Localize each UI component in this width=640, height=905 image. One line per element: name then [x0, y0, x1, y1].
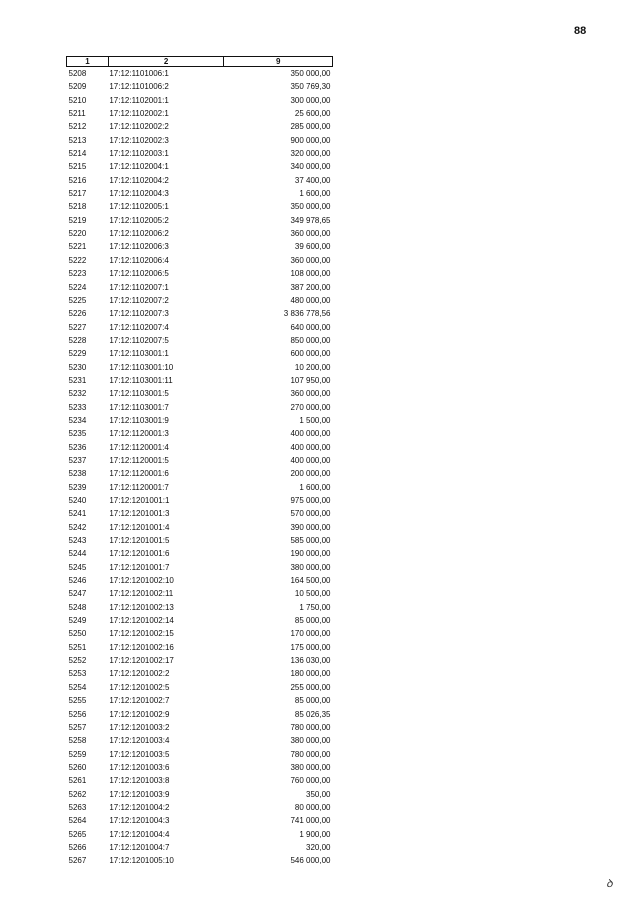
table-row: [67, 401, 333, 414]
row-number: 5227: [68, 322, 87, 332]
row-number: 5234: [68, 415, 87, 425]
row-number: 5240: [68, 496, 87, 505]
amount: 190 000,00: [290, 549, 331, 559]
table-row: [67, 240, 333, 253]
row-number: 5208: [68, 69, 87, 78]
cadastral-number: 17:12:1102007:1: [109, 282, 169, 292]
amount: 387 200,00: [290, 282, 331, 292]
table-row: [67, 281, 333, 294]
cadastral-number: 17:12:1102007:3: [109, 309, 169, 319]
cadastral-number: 17:12:1201002:17: [109, 656, 174, 666]
table-row: [67, 187, 333, 200]
cadastral-number: 17:12:1201004:7: [109, 842, 170, 852]
amount: 400 000,00: [290, 429, 331, 439]
cadastral-number: 17:12:1102006:5: [109, 269, 169, 279]
amount: 780 000,00: [290, 722, 331, 732]
row-number: 5248: [68, 602, 87, 612]
amount: 380 000,00: [290, 762, 331, 772]
cadastral-number: 17:12:1103001:5: [109, 389, 169, 399]
row-number: 5244: [68, 549, 87, 559]
row-number: 5213: [68, 135, 87, 145]
table-row: [67, 761, 333, 774]
amount: 1 900,00: [299, 829, 331, 839]
cadastral-number: 17:12:1102005:2: [109, 215, 169, 225]
cadastral-number: 17:12:1201003:9: [109, 789, 170, 799]
row-number: 5266: [68, 842, 87, 852]
page-number: 88: [574, 25, 587, 37]
cadastral-number: 17:12:1201001:7: [109, 562, 170, 572]
table-row: [67, 507, 333, 520]
table-row: [67, 534, 333, 547]
row-number: 5252: [68, 656, 87, 666]
row-number: 5228: [68, 335, 87, 345]
row-number: 5263: [68, 802, 87, 812]
amount: 164 500,00: [290, 576, 331, 586]
cadastral-number: 17:12:1201002:16: [109, 642, 174, 652]
row-number: 5211: [68, 109, 86, 119]
table-row: [67, 254, 333, 267]
column-header-1: 1: [67, 57, 109, 67]
cadastral-number: 17:12:1102002:1: [109, 109, 169, 119]
table-row: [67, 774, 333, 787]
row-number: 5235: [68, 429, 87, 439]
cadastral-number: 17:12:1201001:1: [109, 496, 170, 505]
row-number: 5216: [68, 175, 87, 185]
amount: 390 000,00: [290, 522, 331, 532]
cadastral-number: 17:12:1102005:1: [109, 202, 169, 212]
table-row: [67, 347, 333, 360]
table-row: [67, 414, 333, 427]
table-row: [67, 427, 333, 440]
cadastral-number: 17:12:1120001:5: [109, 455, 169, 465]
table-row: [67, 467, 333, 480]
amount: 85 026,35: [294, 709, 331, 719]
table-row: [67, 494, 333, 507]
row-number: 5223: [68, 269, 87, 279]
cadastral-number: 17:12:1201002:7: [109, 696, 170, 706]
amount: 380 000,00: [290, 736, 331, 746]
row-number: 5220: [68, 229, 87, 239]
row-number: 5230: [68, 362, 87, 372]
row-number: 5251: [68, 642, 87, 652]
row-number: 5254: [68, 682, 87, 692]
amount: 1 600,00: [299, 482, 331, 492]
amount: 380 000,00: [290, 562, 331, 572]
row-number: 5257: [68, 722, 87, 732]
amount: 360 000,00: [290, 229, 331, 239]
cadastral-number: 17:12:1101006:1: [109, 69, 169, 78]
table-row: [67, 801, 333, 814]
table-row: [67, 641, 333, 654]
amount: 360 000,00: [290, 389, 331, 399]
cadastral-number: 17:12:1120001:7: [109, 482, 169, 492]
row-number: 5259: [68, 749, 87, 759]
amount: 546 000,00: [290, 856, 331, 866]
amount: 600 000,00: [290, 349, 331, 359]
amount: 340 000,00: [290, 162, 331, 172]
table-row: [67, 160, 333, 173]
cadastral-number: 17:12:1201002:9: [109, 709, 170, 719]
cadastral-number: 17:12:1201002:15: [109, 629, 174, 639]
amount: 85 000,00: [294, 616, 331, 626]
row-number: 5215: [68, 162, 87, 172]
table-row: [67, 708, 333, 721]
table-row: [67, 361, 333, 374]
amount: 255 000,00: [290, 682, 331, 692]
row-number: 5253: [68, 669, 87, 679]
cadastral-number: 17:12:1102004:3: [109, 189, 169, 199]
row-number: 5209: [68, 82, 87, 92]
table-row: [67, 694, 333, 707]
cadastral-number: 17:12:1201004:3: [109, 816, 170, 826]
table-body: [67, 67, 333, 868]
amount: 850 000,00: [290, 335, 331, 345]
cadastral-number: 17:12:1102006:2: [109, 229, 169, 239]
table-row: [67, 321, 333, 334]
amount: 349 978,65: [290, 215, 331, 225]
amount: 975 000,00: [290, 496, 331, 505]
amount: 39 600,00: [294, 242, 331, 252]
cadastral-number: 17:12:1103001:1: [109, 349, 169, 359]
row-number: 5210: [68, 95, 87, 105]
row-number: 5249: [68, 616, 87, 626]
column-header-2: 2: [108, 57, 224, 67]
amount: 170 000,00: [290, 629, 331, 639]
amount: 1 750,00: [299, 602, 331, 612]
cadastral-number: 17:12:1201004:2: [109, 802, 170, 812]
amount: 320 000,00: [290, 149, 331, 159]
amount: 780 000,00: [290, 749, 331, 759]
row-number: 5225: [68, 295, 87, 305]
cadastral-number: 17:12:1101006:2: [109, 82, 169, 92]
table-row: [67, 681, 333, 694]
amount: 400 000,00: [290, 455, 331, 465]
amount: 350 000,00: [290, 202, 331, 212]
amount: 741 000,00: [290, 816, 331, 826]
amount: 350 769,30: [290, 82, 331, 92]
row-number: 5221: [68, 242, 87, 252]
amount: 350 000,00: [290, 69, 331, 78]
cadastral-number: 17:12:1201004:4: [109, 829, 170, 839]
row-number: 5241: [68, 509, 87, 519]
table-row: [67, 147, 333, 160]
cadastral-number: 17:12:1102001:1: [109, 95, 169, 105]
amount: 270 000,00: [290, 402, 331, 412]
row-number: 5233: [68, 402, 87, 412]
table-row: [67, 667, 333, 680]
header-row: [67, 57, 333, 67]
amount: 85 000,00: [294, 696, 331, 706]
amount: 585 000,00: [290, 536, 331, 546]
amount: 360 000,00: [290, 255, 331, 265]
row-number: 5265: [68, 829, 87, 839]
amount: 108 000,00: [290, 269, 331, 279]
cadastral-number: 17:12:1120001:6: [109, 469, 169, 479]
row-number: 5250: [68, 629, 87, 639]
amount: 37 400,00: [294, 175, 331, 185]
amount: 200 000,00: [290, 469, 331, 479]
cadastral-number: 17:12:1103001:11: [109, 375, 173, 385]
cadastral-number: 17:12:1201001:6: [109, 549, 170, 559]
amount: 180 000,00: [290, 669, 331, 679]
cadastral-number: 17:12:1201003:2: [109, 722, 170, 732]
cadastral-number: 17:12:1120001:4: [109, 442, 169, 452]
row-number: 5231: [68, 375, 87, 385]
cadastral-number: 17:12:1102004:1: [109, 162, 169, 172]
amount: 570 000,00: [290, 509, 331, 519]
amount: 350,00: [306, 789, 331, 799]
cadastral-number: 17:12:1103001:7: [109, 402, 169, 412]
cadastral-number: 17:12:1201002:14: [109, 616, 174, 626]
table-row: [67, 387, 333, 400]
amount: 3 836 778,56: [283, 309, 331, 319]
amount: 10 500,00: [294, 589, 331, 599]
cadastral-number: 17:12:1103001:10: [109, 362, 174, 372]
amount: 175 000,00: [290, 642, 331, 652]
amount: 10 200,00: [294, 362, 331, 372]
cadastral-number: 17:12:1102006:4: [109, 255, 169, 265]
cadastral-number: 17:12:1201005:10: [109, 856, 174, 866]
amount: 1 600,00: [299, 189, 331, 199]
amount: 640 000,00: [290, 322, 331, 332]
table-row: [67, 454, 333, 467]
cadastral-number: 17:12:1201003:4: [109, 736, 170, 746]
cadastral-number: 17:12:1103001:9: [109, 415, 169, 425]
table-row: [67, 601, 333, 614]
table-row: [67, 80, 333, 93]
table-row: [67, 441, 333, 454]
table-row: [67, 654, 333, 667]
amount: 136 030,00: [290, 656, 331, 666]
table-row: [67, 334, 333, 347]
table-row: [67, 788, 333, 801]
table-row: [67, 587, 333, 600]
table-row: [67, 734, 333, 747]
amount: 80 000,00: [294, 802, 331, 812]
table-row: [67, 174, 333, 187]
cadastral-number: 17:12:1201002:2: [109, 669, 170, 679]
row-number: 5214: [68, 149, 87, 159]
cadastral-number: 17:12:1201003:6: [109, 762, 170, 772]
table-row: [67, 614, 333, 627]
row-number: 5232: [68, 389, 87, 399]
cadastral-number: 17:12:1201001:3: [109, 509, 170, 519]
row-number: 5218: [68, 202, 87, 212]
amount: 285 000,00: [290, 122, 331, 132]
table-row: [67, 547, 333, 560]
row-number: 5224: [68, 282, 87, 292]
cadastral-number: 17:12:1102004:2: [109, 175, 169, 185]
cadastral-number: 17:12:1102002:2: [109, 122, 169, 132]
row-number: 5236: [68, 442, 87, 452]
table-row: [67, 841, 333, 854]
table-row: [67, 120, 333, 133]
table-header: [67, 57, 333, 67]
row-number: 5261: [68, 776, 87, 786]
cadastral-number: 17:12:1102007:2: [109, 295, 169, 305]
amount: 107 950,00: [290, 375, 331, 385]
table-row: [67, 721, 333, 734]
cadastral-number: 17:12:1102006:3: [109, 242, 169, 252]
cadastral-number: 17:12:1201002:10: [109, 576, 174, 586]
table-row: [67, 574, 333, 587]
cadastral-number: 17:12:1102007:4: [109, 322, 169, 332]
cadastral-number: 17:12:1201001:4: [109, 522, 170, 532]
cadastral-number: 17:12:1201002:11: [109, 589, 174, 599]
amount: 760 000,00: [290, 776, 331, 786]
table-row: [67, 627, 333, 640]
row-number: 5219: [68, 215, 87, 225]
table-row: [67, 481, 333, 494]
table-row: [67, 67, 333, 81]
cadastral-number: 17:12:1102003:1: [109, 149, 169, 159]
table-row: [67, 200, 333, 213]
row-number: 5247: [68, 589, 87, 599]
cadastral-number: 17:12:1102007:5: [109, 335, 169, 345]
cadastral-number: 17:12:1201002:13: [109, 602, 174, 612]
table-row: [67, 374, 333, 387]
row-number: 5260: [68, 762, 87, 772]
row-number: 5245: [68, 562, 87, 572]
cadastral-number: 17:12:1120001:3: [109, 429, 169, 439]
row-number: 5267: [68, 856, 87, 866]
amount: 1 500,00: [299, 415, 331, 425]
amount: 300 000,00: [290, 95, 331, 105]
table-row: [67, 107, 333, 120]
row-number: 5222: [68, 255, 87, 265]
amount: 25 600,00: [294, 109, 331, 119]
row-number: 5246: [68, 576, 87, 586]
row-number: 5255: [68, 696, 87, 706]
cadastral-number: 17:12:1201002:5: [109, 682, 170, 692]
row-number: 5229: [68, 349, 87, 359]
row-number: 5256: [68, 709, 87, 719]
cadastral-number: 17:12:1201003:5: [109, 749, 170, 759]
amount: 320,00: [306, 842, 331, 852]
row-number: 5262: [68, 789, 87, 799]
table-row: [67, 134, 333, 147]
table-row: [67, 561, 333, 574]
table-row: [67, 521, 333, 534]
row-number: 5237: [68, 455, 87, 465]
amount: 400 000,00: [290, 442, 331, 452]
row-number: 5217: [68, 189, 87, 199]
row-number: 5238: [68, 469, 87, 479]
table-row: [67, 214, 333, 227]
cadastral-number: 17:12:1201001:5: [109, 536, 170, 546]
row-number: 5226: [68, 309, 87, 319]
cadastral-number: 17:12:1201003:8: [109, 776, 170, 786]
table-row: [67, 854, 333, 867]
cadastral-number: 17:12:1102002:3: [109, 135, 169, 145]
table-row: [67, 814, 333, 827]
table-row: [67, 267, 333, 280]
row-number: 5239: [68, 482, 87, 492]
column-header-9: 9: [224, 57, 333, 67]
row-number: 5264: [68, 816, 87, 826]
table-row: [67, 748, 333, 761]
table-row: [67, 828, 333, 841]
row-number: 5242: [68, 522, 87, 532]
row-number: 5212: [68, 122, 87, 132]
table-row: [67, 307, 333, 320]
amount: 900 000,00: [290, 135, 331, 145]
data-table: [66, 56, 333, 868]
table-row: [67, 227, 333, 240]
amount: 480 000,00: [290, 295, 331, 305]
table-row: [67, 294, 333, 307]
table-row: [67, 94, 333, 107]
row-number: 5243: [68, 536, 87, 546]
row-number: 5258: [68, 736, 87, 746]
handwritten-mark: ꝺ: [606, 877, 613, 890]
